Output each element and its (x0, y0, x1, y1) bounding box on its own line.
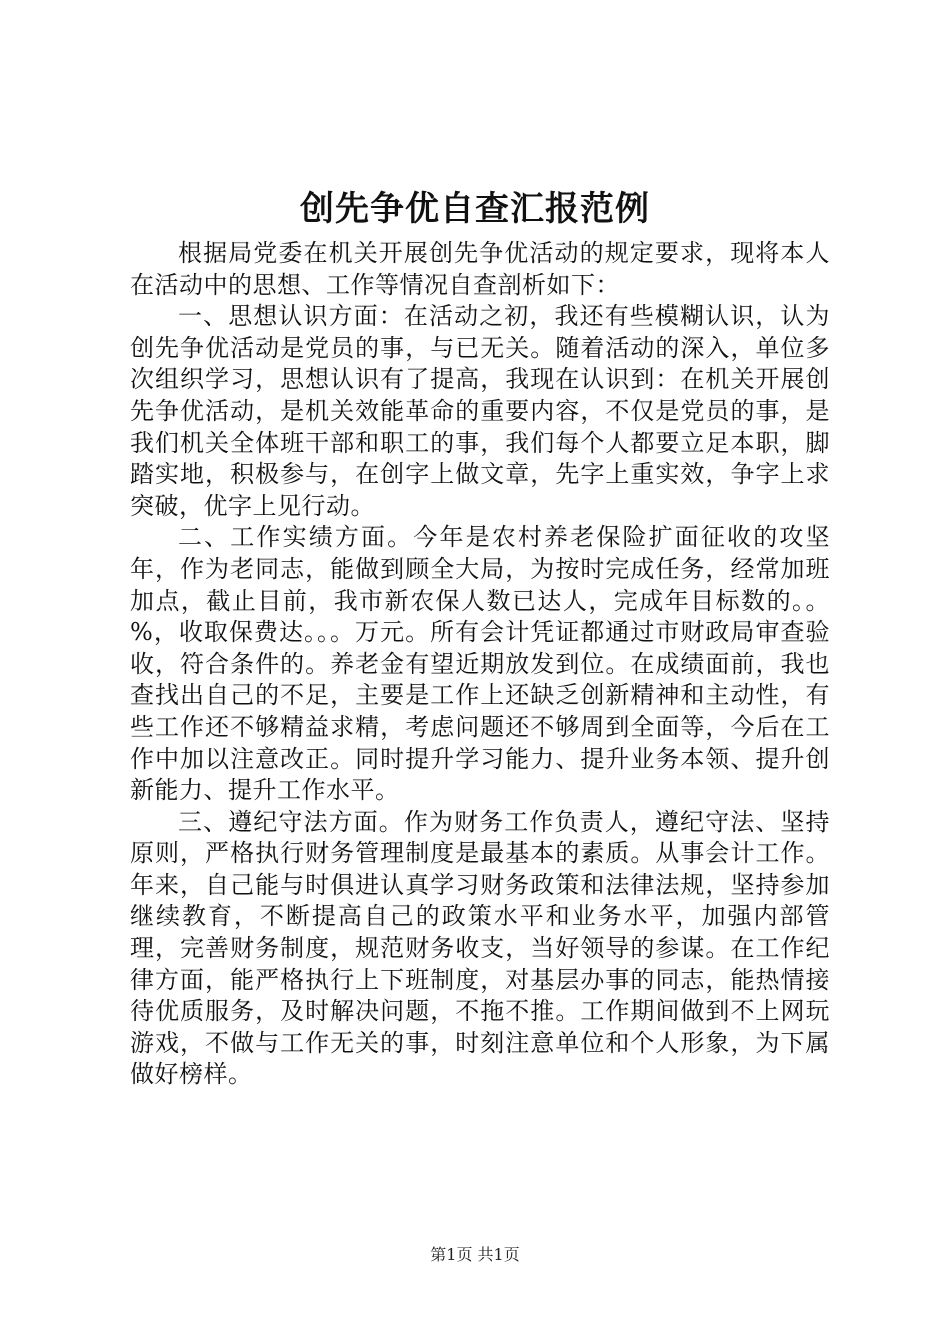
paragraph-performance: 二、工作实绩方面。今年是农村养老保险扩面征收的攻坚年，作为老同志，能做到顾全大局，为按时完成任务，经常加班加点，截止目前，我市新农保人数已达人，完成年目标数的。。%，收取保费达。。。万元。所有会计凭证都通过市财政局审查验收，符合条件的。养老金有望近期放发到位。在成绩面前，我也查找出自己的不足，主要是工作上还缺乏创新精神和主动性，有些工作还不够精益求精，考虑问题还不够周到全面等，今后在工作中加以注意改正。同时提升学习能力、提升业务本领、提升创新能力、提升工作水平。 (130, 523, 830, 805)
page-number-footer: 第1页 共1页 (430, 1245, 520, 1264)
paragraph-intro: 根据局党委在机关开展创先争优活动的规定要求，现将本人在活动中的思想、工作等情况自查剖析如下： (130, 239, 830, 299)
document-title: 创先争优自查汇报范例 (300, 189, 650, 229)
document-body (130, 238, 830, 1091)
paragraph-thinking: 一、思想认识方面：在活动之初，我还有些模糊认识，认为创先争优活动是党员的事，与已无关。随着活动的深入，单位多次组织学习，思想认识有了提高，我现在认识到：在机关开展创先争优活动，是机关效能革命的重要内容，不仅是党员的事，是我们机关全体班干部和职工的事，我们每个人都要立足本职，脚踏实地，积极参与，在创字上做文章，先字上重实效，争字上求突破，优字上见行动。 (130, 302, 830, 520)
paragraph-discipline: 三、遵纪守法方面。作为财务工作负责人，遵纪守法、坚持原则，严格执行财务管理制度是最基本的素质。从事会计工作。年来，自己能与时俱进认真学习财务政策和法律法规，坚持参加继续教育，不断提高自己的政策水平和业务水平，加强内部管理，完善财务制度，规范财务收支，当好领导的参谋。在工作纪律方面，能严格执行上下班制度，对基层办事的同志，能热情接待优质服务，及时解决问题，不拖不推。工作期间做到不上网玩游戏，不做与工作无关的事，时刻注意单位和个人形象，为下属做好榜样。 (130, 807, 830, 1089)
